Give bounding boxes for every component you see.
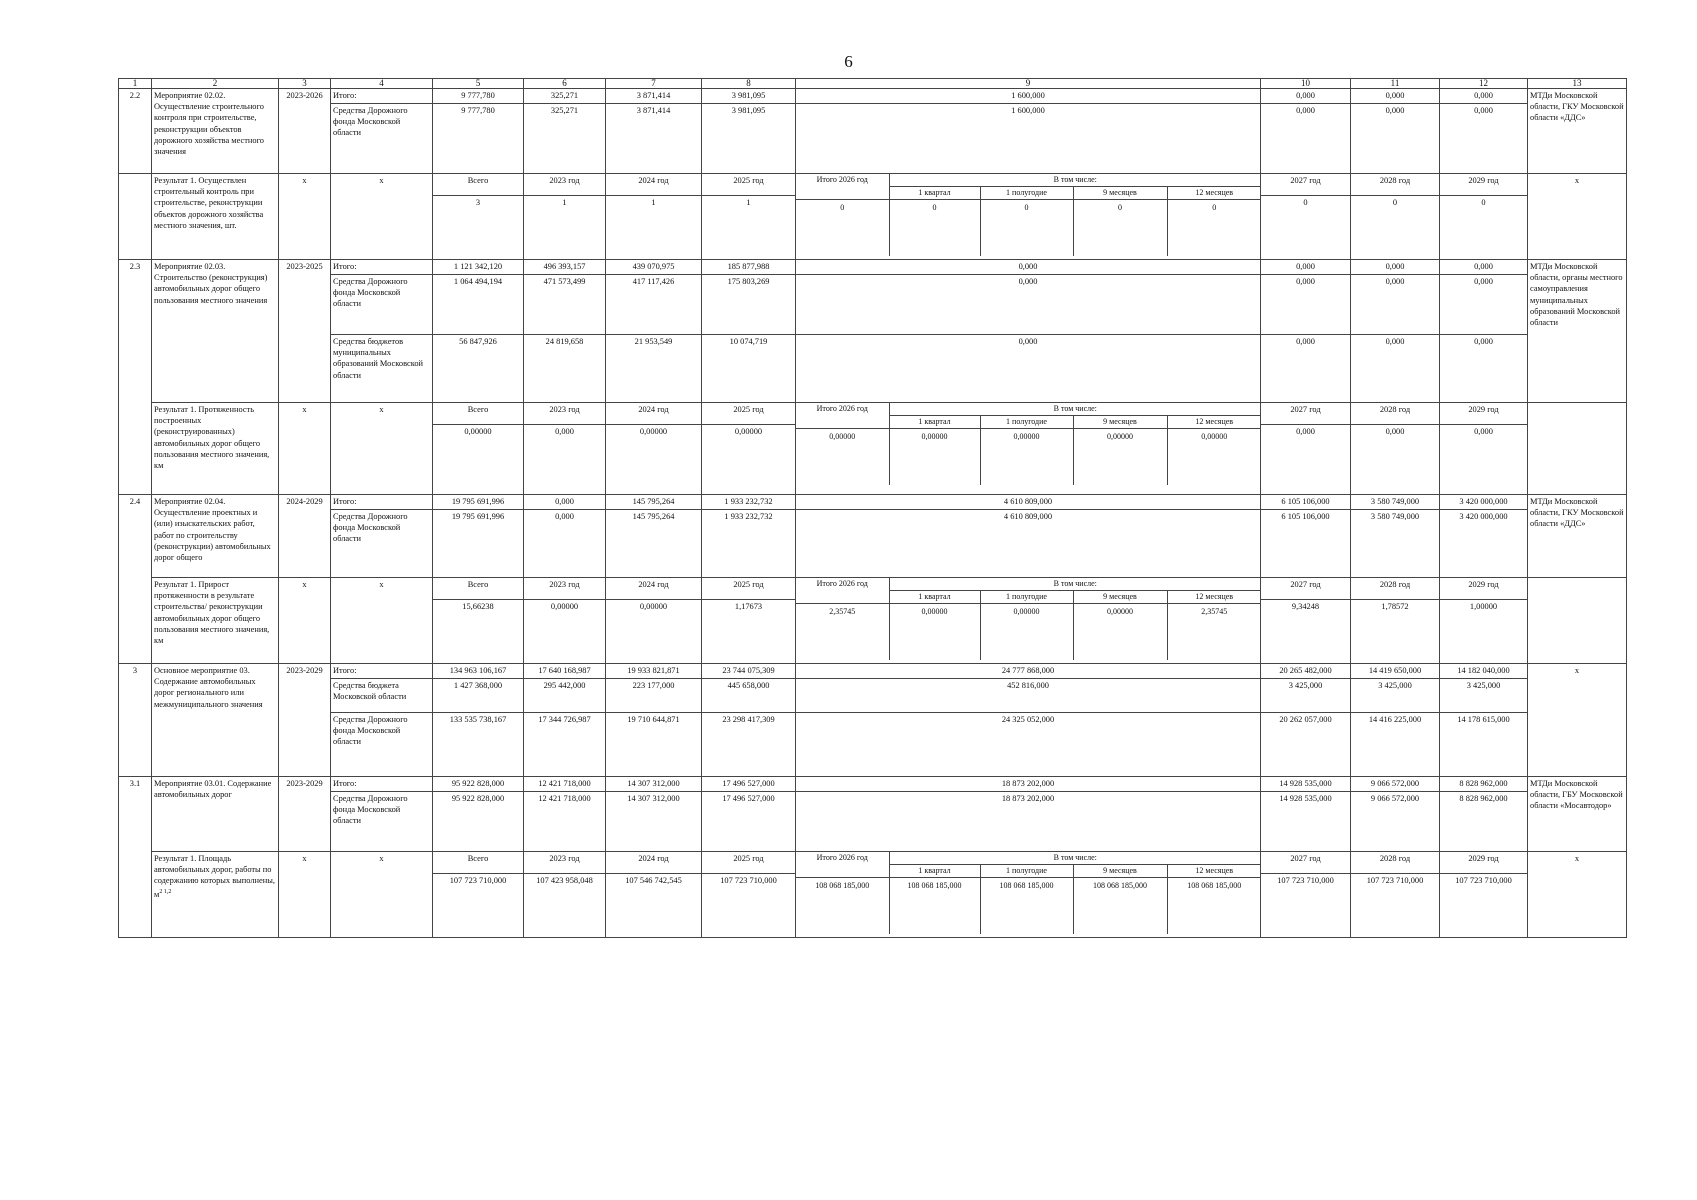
quarter-label: 12 месяцев bbox=[1167, 591, 1261, 604]
result-value: 0,00000 bbox=[1167, 429, 1261, 486]
amount-cell: 23 744 075,309 bbox=[702, 664, 796, 679]
row-number: 3 bbox=[119, 664, 152, 777]
x-mark: х bbox=[279, 403, 331, 495]
funding-source: Итого: bbox=[331, 495, 433, 510]
amount-cell: 17 496 527,000 bbox=[702, 792, 796, 852]
amount-cell: 0,000 bbox=[1440, 275, 1528, 335]
row-number: 2.4 bbox=[119, 495, 152, 664]
result-col-label: Итого 2026 год bbox=[796, 852, 889, 878]
result-col-label: 2028 год bbox=[1351, 403, 1440, 425]
table-row bbox=[119, 335, 1627, 403]
result-title: Результат 1. Протяженность построенных (реконструированных) автомобильных дорог общего пользования местного значения, км bbox=[152, 403, 279, 495]
quarter-breakdown bbox=[796, 578, 1261, 664]
col-header: 9 bbox=[796, 79, 1261, 89]
quarter-label: 12 месяцев bbox=[1167, 865, 1261, 878]
result-header-row bbox=[119, 578, 1627, 600]
amount-cell: 0,000 bbox=[1351, 104, 1440, 174]
amount-cell: 14 416 225,000 bbox=[1351, 713, 1440, 777]
result-value: 108 068 185,000 bbox=[1073, 878, 1167, 935]
quarter-label: 1 полугодие bbox=[980, 187, 1073, 200]
amount-cell: 24 777 868,000 bbox=[796, 664, 1261, 679]
result-value: 1 bbox=[524, 196, 606, 260]
amount-cell: 134 963 106,167 bbox=[433, 664, 524, 679]
amount-cell: 0,000 bbox=[1440, 89, 1528, 104]
result-value: 1 bbox=[606, 196, 702, 260]
amount-cell: 325,271 bbox=[524, 104, 606, 174]
executor: МТДи Московской области, ГКУ Московской области «ДДС» bbox=[1528, 495, 1627, 578]
amount-cell: 471 573,499 bbox=[524, 275, 606, 335]
result-value: 1,78572 bbox=[1351, 600, 1440, 664]
amount-cell: 1 600,000 bbox=[796, 104, 1261, 174]
amount-cell: 4 610 809,000 bbox=[796, 495, 1261, 510]
column-number-row bbox=[119, 79, 1627, 89]
amount-cell: 0,000 bbox=[1351, 335, 1440, 403]
funding-source: Итого: bbox=[331, 664, 433, 679]
including-label: В том числе: bbox=[889, 403, 1261, 416]
col-header: 11 bbox=[1351, 79, 1440, 89]
result-value: 0,00000 bbox=[1073, 429, 1167, 486]
amount-cell: 0,000 bbox=[1440, 104, 1528, 174]
quarter-label: 1 полугодие bbox=[980, 416, 1073, 429]
result-title: Результат 1. Прирост протяженности в результате строительства/ реконструкции автомобильных дорог общего пользования местного значения, км bbox=[152, 578, 279, 664]
amount-cell: 10 074,719 bbox=[702, 335, 796, 403]
result-col-label: 2023 год bbox=[524, 174, 606, 196]
including-label: В том числе: bbox=[889, 852, 1261, 865]
amount-cell: 3 981,095 bbox=[702, 104, 796, 174]
result-value: 0 bbox=[796, 200, 889, 257]
period: 2023-2029 bbox=[279, 777, 331, 852]
result-value: 15,66238 bbox=[433, 600, 524, 664]
col-header: 6 bbox=[524, 79, 606, 89]
amount-cell: 14 419 650,000 bbox=[1351, 664, 1440, 679]
result-col-label: 2029 год bbox=[1440, 578, 1528, 600]
amount-cell: 3 871,414 bbox=[606, 104, 702, 174]
amount-cell: 185 877,988 bbox=[702, 260, 796, 275]
table-row bbox=[119, 510, 1627, 578]
result-value: 108 068 185,000 bbox=[1167, 878, 1261, 935]
col-header: 13 bbox=[1528, 79, 1627, 89]
result-col-label: 2023 год bbox=[524, 852, 606, 874]
amount-cell: 1 064 494,194 bbox=[433, 275, 524, 335]
quarter-label: 9 месяцев bbox=[1073, 416, 1167, 429]
amount-cell: 14 928 535,000 bbox=[1261, 792, 1351, 852]
table-row bbox=[119, 792, 1627, 852]
x-mark: х bbox=[1528, 174, 1627, 260]
amount-cell: 3 981,095 bbox=[702, 89, 796, 104]
result-col-label: Итого 2026 год bbox=[796, 578, 889, 604]
amount-cell: 20 262 057,000 bbox=[1261, 713, 1351, 777]
amount-cell: 20 265 482,000 bbox=[1261, 664, 1351, 679]
result-value: 0 bbox=[889, 200, 980, 257]
result-col-label: 2028 год bbox=[1351, 174, 1440, 196]
result-value: 1 bbox=[702, 196, 796, 260]
result-col-label: 2029 год bbox=[1440, 174, 1528, 196]
amount-cell: 19 795 691,996 bbox=[433, 495, 524, 510]
amount-cell: 6 105 106,000 bbox=[1261, 510, 1351, 578]
result-col-label: 2027 год bbox=[1261, 852, 1351, 874]
amount-cell: 145 795,264 bbox=[606, 495, 702, 510]
result-value: 0,00000 bbox=[980, 604, 1073, 661]
result-value: 0,000 bbox=[524, 425, 606, 495]
amount-cell: 0,000 bbox=[1261, 275, 1351, 335]
result-col-label: 2028 год bbox=[1351, 578, 1440, 600]
including-label: В том числе: bbox=[889, 174, 1261, 187]
result-value: 0,000 bbox=[1440, 425, 1528, 495]
result-col-label: Всего bbox=[433, 852, 524, 874]
result-col-label: 2027 год bbox=[1261, 578, 1351, 600]
amount-cell: 0,000 bbox=[796, 260, 1261, 275]
col-header: 12 bbox=[1440, 79, 1528, 89]
funding-source: Средства бюджета Московской области bbox=[331, 679, 433, 713]
result-value: 0,00000 bbox=[889, 604, 980, 661]
table-row bbox=[119, 679, 1627, 713]
table-row bbox=[119, 260, 1627, 275]
amount-cell: 223 177,000 bbox=[606, 679, 702, 713]
amount-cell: 0,000 bbox=[524, 510, 606, 578]
amount-cell: 9 777,780 bbox=[433, 89, 524, 104]
amount-cell: 1 600,000 bbox=[796, 89, 1261, 104]
result-unit: м bbox=[154, 889, 160, 899]
amount-cell: 14 928 535,000 bbox=[1261, 777, 1351, 792]
activity-title: Мероприятие 03.01. Содержание автомобильных дорог bbox=[152, 777, 279, 852]
activity-title: Мероприятие 02.04. Осуществление проектных и (или) изыскательских работ, работ по строительству (реконструкции) автомобильных дорог общего bbox=[152, 495, 279, 578]
amount-cell: 3 420 000,000 bbox=[1440, 495, 1528, 510]
amount-cell: 19 933 821,871 bbox=[606, 664, 702, 679]
funding-source: Средства Дорожного фонда Московской области bbox=[331, 713, 433, 777]
funding-source: Средства Дорожного фонда Московской области bbox=[331, 104, 433, 174]
result-title-text: Результат 1. Площадь автомобильных дорог, работы по содержанию которых выполнены, bbox=[154, 854, 275, 886]
result-value: 107 423 958,048 bbox=[524, 874, 606, 938]
quarter-label: 12 месяцев bbox=[1167, 187, 1261, 200]
quarter-label: 1 полугодие bbox=[980, 865, 1073, 878]
table-row bbox=[119, 495, 1627, 510]
amount-cell: 417 117,426 bbox=[606, 275, 702, 335]
amount-cell: 0,000 bbox=[1440, 260, 1528, 275]
result-value: 0 bbox=[1351, 196, 1440, 260]
result-col-label: 2025 год bbox=[702, 852, 796, 874]
amount-cell: 1 933 232,732 bbox=[702, 495, 796, 510]
amount-cell: 3 871,414 bbox=[606, 89, 702, 104]
amount-cell: 0,000 bbox=[1261, 260, 1351, 275]
amount-cell: 21 953,549 bbox=[606, 335, 702, 403]
amount-cell: 9 066 572,000 bbox=[1351, 777, 1440, 792]
quarter-label: 1 полугодие bbox=[980, 591, 1073, 604]
quarter-label: 9 месяцев bbox=[1073, 865, 1167, 878]
including-label: В том числе: bbox=[889, 578, 1261, 591]
result-value: 1,17673 bbox=[702, 600, 796, 664]
result-value: 2,35745 bbox=[1167, 604, 1261, 661]
amount-cell: 9 777,780 bbox=[433, 104, 524, 174]
result-title: Результат 1. Осуществлен строительный контроль при строительстве, реконструкции объектов дорожного хозяйства местного значения, шт. bbox=[152, 174, 279, 260]
x-mark: х bbox=[279, 174, 331, 260]
amount-cell: 17 640 168,987 bbox=[524, 664, 606, 679]
result-value: 0,00000 bbox=[433, 425, 524, 495]
result-col-label: Всего bbox=[433, 174, 524, 196]
amount-cell: 23 298 417,309 bbox=[702, 713, 796, 777]
amount-cell: 8 828 962,000 bbox=[1440, 777, 1528, 792]
table-row bbox=[119, 664, 1627, 679]
funding-source: Итого: bbox=[331, 89, 433, 104]
result-col-label: Итого 2026 год bbox=[796, 403, 889, 429]
result-value: 0 bbox=[1167, 200, 1261, 257]
row-number: 3.1 bbox=[119, 777, 152, 938]
amount-cell: 1 427 368,000 bbox=[433, 679, 524, 713]
amount-cell: 17 496 527,000 bbox=[702, 777, 796, 792]
result-value: 107 723 710,000 bbox=[1261, 874, 1351, 938]
amount-cell: 3 425,000 bbox=[1261, 679, 1351, 713]
amount-cell: 12 421 718,000 bbox=[524, 777, 606, 792]
quarter-breakdown bbox=[796, 174, 1261, 260]
result-col-label: 2024 год bbox=[606, 174, 702, 196]
result-col-label: 2023 год bbox=[524, 403, 606, 425]
result-value: 0,00000 bbox=[702, 425, 796, 495]
result-col-label: 2025 год bbox=[702, 578, 796, 600]
amount-cell: 3 420 000,000 bbox=[1440, 510, 1528, 578]
result-col-label: 2025 год bbox=[702, 174, 796, 196]
funding-source: Средства Дорожного фонда Московской области bbox=[331, 275, 433, 335]
result-value: 107 723 710,000 bbox=[433, 874, 524, 938]
executor: х bbox=[1528, 664, 1627, 777]
result-header-row bbox=[119, 403, 1627, 425]
result-value: 107 723 710,000 bbox=[1440, 874, 1528, 938]
period: 2023-2029 bbox=[279, 664, 331, 777]
period: 2023-2026 bbox=[279, 89, 331, 174]
amount-cell: 3 425,000 bbox=[1351, 679, 1440, 713]
amount-cell: 18 873 202,000 bbox=[796, 792, 1261, 852]
period: 2023-2025 bbox=[279, 260, 331, 403]
quarter-breakdown bbox=[796, 852, 1261, 938]
amount-cell: 1 121 342,120 bbox=[433, 260, 524, 275]
amount-cell: 325,271 bbox=[524, 89, 606, 104]
quarter-label: 1 квартал bbox=[889, 187, 980, 200]
table-row bbox=[119, 275, 1627, 335]
funding-source: Итого: bbox=[331, 260, 433, 275]
result-value: 0,00000 bbox=[796, 429, 889, 486]
result-col-label: 2025 год bbox=[702, 403, 796, 425]
amount-cell: 0,000 bbox=[1261, 335, 1351, 403]
result-value: 0,00000 bbox=[606, 425, 702, 495]
result-title bbox=[152, 852, 279, 938]
amount-cell: 24 819,658 bbox=[524, 335, 606, 403]
amount-cell: 3 580 749,000 bbox=[1351, 510, 1440, 578]
amount-cell: 175 803,269 bbox=[702, 275, 796, 335]
col-header: 7 bbox=[606, 79, 702, 89]
result-col-label: 2027 год bbox=[1261, 403, 1351, 425]
col-header: 3 bbox=[279, 79, 331, 89]
quarter-label: 9 месяцев bbox=[1073, 591, 1167, 604]
table-row bbox=[119, 713, 1627, 777]
result-value: 108 068 185,000 bbox=[980, 878, 1073, 935]
result-value: 0,00000 bbox=[1073, 604, 1167, 661]
result-col-label: Итого 2026 год bbox=[796, 174, 889, 200]
amount-cell: 14 307 312,000 bbox=[606, 777, 702, 792]
x-mark: х bbox=[279, 578, 331, 664]
funding-source: Средства Дорожного фонда Московской области bbox=[331, 510, 433, 578]
result-value: 0,00000 bbox=[889, 429, 980, 486]
amount-cell: 6 105 106,000 bbox=[1261, 495, 1351, 510]
table-row bbox=[119, 777, 1627, 792]
col-header: 2 bbox=[152, 79, 279, 89]
amount-cell: 3 425,000 bbox=[1440, 679, 1528, 713]
result-col-label: 2029 год bbox=[1440, 852, 1528, 874]
x-mark: х bbox=[1528, 852, 1627, 938]
amount-cell: 14 178 615,000 bbox=[1440, 713, 1528, 777]
result-value: 2,35745 bbox=[796, 604, 889, 661]
quarter-label: 1 квартал bbox=[889, 865, 980, 878]
page-number: 6 bbox=[844, 52, 853, 71]
amount-cell: 0,000 bbox=[796, 275, 1261, 335]
amount-cell: 445 658,000 bbox=[702, 679, 796, 713]
result-value: 1,00000 bbox=[1440, 600, 1528, 664]
result-col-label: 2028 год bbox=[1351, 852, 1440, 874]
result-value: 0,00000 bbox=[980, 429, 1073, 486]
x-mark: х bbox=[331, 174, 433, 260]
result-value: 107 723 710,000 bbox=[702, 874, 796, 938]
funding-source: Итого: bbox=[331, 777, 433, 792]
amount-cell: 145 795,264 bbox=[606, 510, 702, 578]
amount-cell: 95 922 828,000 bbox=[433, 792, 524, 852]
quarter-breakdown bbox=[796, 403, 1261, 495]
result-col-label: 2029 год bbox=[1440, 403, 1528, 425]
amount-cell: 295 442,000 bbox=[524, 679, 606, 713]
result-value: 0,00000 bbox=[606, 600, 702, 664]
result-value: 108 068 185,000 bbox=[796, 878, 889, 935]
amount-cell: 14 182 040,000 bbox=[1440, 664, 1528, 679]
result-col-label: 2024 год bbox=[606, 403, 702, 425]
result-value: 0 bbox=[1440, 196, 1528, 260]
amount-cell: 0,000 bbox=[796, 335, 1261, 403]
quarter-label: 1 квартал bbox=[889, 591, 980, 604]
col-header: 8 bbox=[702, 79, 796, 89]
result-col-label: Всего bbox=[433, 578, 524, 600]
result-value: 3 bbox=[433, 196, 524, 260]
amount-cell: 95 922 828,000 bbox=[433, 777, 524, 792]
result-col-label: 2027 год bbox=[1261, 174, 1351, 196]
x-mark: х bbox=[331, 403, 433, 495]
amount-cell: 0,000 bbox=[1261, 89, 1351, 104]
activity-title: Основное мероприятие 03. Содержание автомобильных дорог регионального или межмуниципального значения bbox=[152, 664, 279, 777]
result-value: 0 bbox=[1073, 200, 1167, 257]
amount-cell: 3 580 749,000 bbox=[1351, 495, 1440, 510]
executor: МТДи Московской области, ГКУ Московской области «ДДС» bbox=[1528, 89, 1627, 174]
result-header-row bbox=[119, 852, 1627, 874]
result-value: 107 546 742,545 bbox=[606, 874, 702, 938]
amount-cell: 0,000 bbox=[1351, 260, 1440, 275]
col-header: 5 bbox=[433, 79, 524, 89]
col-header: 10 bbox=[1261, 79, 1351, 89]
result-col-label: 2023 год bbox=[524, 578, 606, 600]
col-header: 4 bbox=[331, 79, 433, 89]
amount-cell: 496 393,157 bbox=[524, 260, 606, 275]
amount-cell: 0,000 bbox=[1351, 89, 1440, 104]
amount-cell: 0,000 bbox=[1440, 335, 1528, 403]
amount-cell: 4 610 809,000 bbox=[796, 510, 1261, 578]
quarter-label: 12 месяцев bbox=[1167, 416, 1261, 429]
amount-cell: 8 828 962,000 bbox=[1440, 792, 1528, 852]
result-value: 107 723 710,000 bbox=[1351, 874, 1440, 938]
row-number: 2.3 bbox=[119, 260, 152, 495]
amount-cell: 12 421 718,000 bbox=[524, 792, 606, 852]
table-row bbox=[119, 89, 1627, 104]
program-table bbox=[118, 78, 1627, 938]
amount-cell: 0,000 bbox=[524, 495, 606, 510]
amount-cell: 19 710 644,871 bbox=[606, 713, 702, 777]
amount-cell: 17 344 726,987 bbox=[524, 713, 606, 777]
x-mark: х bbox=[331, 578, 433, 664]
amount-cell: 19 795 691,996 bbox=[433, 510, 524, 578]
activity-title: Мероприятие 02.03. Строительство (реконструкция) автомобильных дорог общего пользования местного значения bbox=[152, 260, 279, 403]
result-col-label: 2024 год bbox=[606, 852, 702, 874]
amount-cell: 452 816,000 bbox=[796, 679, 1261, 713]
amount-cell: 0,000 bbox=[1261, 104, 1351, 174]
amount-cell: 0,000 bbox=[1351, 275, 1440, 335]
result-value: 0 bbox=[1261, 196, 1351, 260]
result-col-label: Всего bbox=[433, 403, 524, 425]
x-mark: х bbox=[279, 852, 331, 938]
result-value: 0,000 bbox=[1351, 425, 1440, 495]
funding-source: Средства Дорожного фонда Московской области bbox=[331, 792, 433, 852]
amount-cell: 56 847,926 bbox=[433, 335, 524, 403]
result-value: 0,00000 bbox=[524, 600, 606, 664]
result-unit-footnote: 2 1,2 bbox=[159, 888, 172, 895]
amount-cell: 1 933 232,732 bbox=[702, 510, 796, 578]
activity-title: Мероприятие 02.02. Осуществление строительного контроля при строительстве, реконструкции объектов дорожного хозяйства местного значения bbox=[152, 89, 279, 174]
amount-cell: 18 873 202,000 bbox=[796, 777, 1261, 792]
x-mark: х bbox=[331, 852, 433, 938]
amount-cell: 24 325 052,000 bbox=[796, 713, 1261, 777]
amount-cell: 14 307 312,000 bbox=[606, 792, 702, 852]
result-value: 9,34248 bbox=[1261, 600, 1351, 664]
quarter-label: 9 месяцев bbox=[1073, 187, 1167, 200]
period: 2024-2029 bbox=[279, 495, 331, 578]
amount-cell: 9 066 572,000 bbox=[1351, 792, 1440, 852]
row-number: 2.2 bbox=[119, 89, 152, 174]
result-value: 108 068 185,000 bbox=[889, 878, 980, 935]
amount-cell: 133 535 738,167 bbox=[433, 713, 524, 777]
col-header: 1 bbox=[119, 79, 152, 89]
quarter-label: 1 квартал bbox=[889, 416, 980, 429]
funding-source: Средства бюджетов муниципальных образований Московской области bbox=[331, 335, 433, 403]
result-header-row bbox=[119, 174, 1627, 196]
executor: МТДи Московской области, ГБУ Московской области «Мосавтодор» bbox=[1528, 777, 1627, 852]
result-col-label: 2024 год bbox=[606, 578, 702, 600]
executor: МТДи Московской области, органы местного самоуправления муниципальных образований Московской области bbox=[1528, 260, 1627, 403]
amount-cell: 439 070,975 bbox=[606, 260, 702, 275]
result-value: 0 bbox=[980, 200, 1073, 257]
table-row bbox=[119, 104, 1627, 174]
result-value: 0,000 bbox=[1261, 425, 1351, 495]
